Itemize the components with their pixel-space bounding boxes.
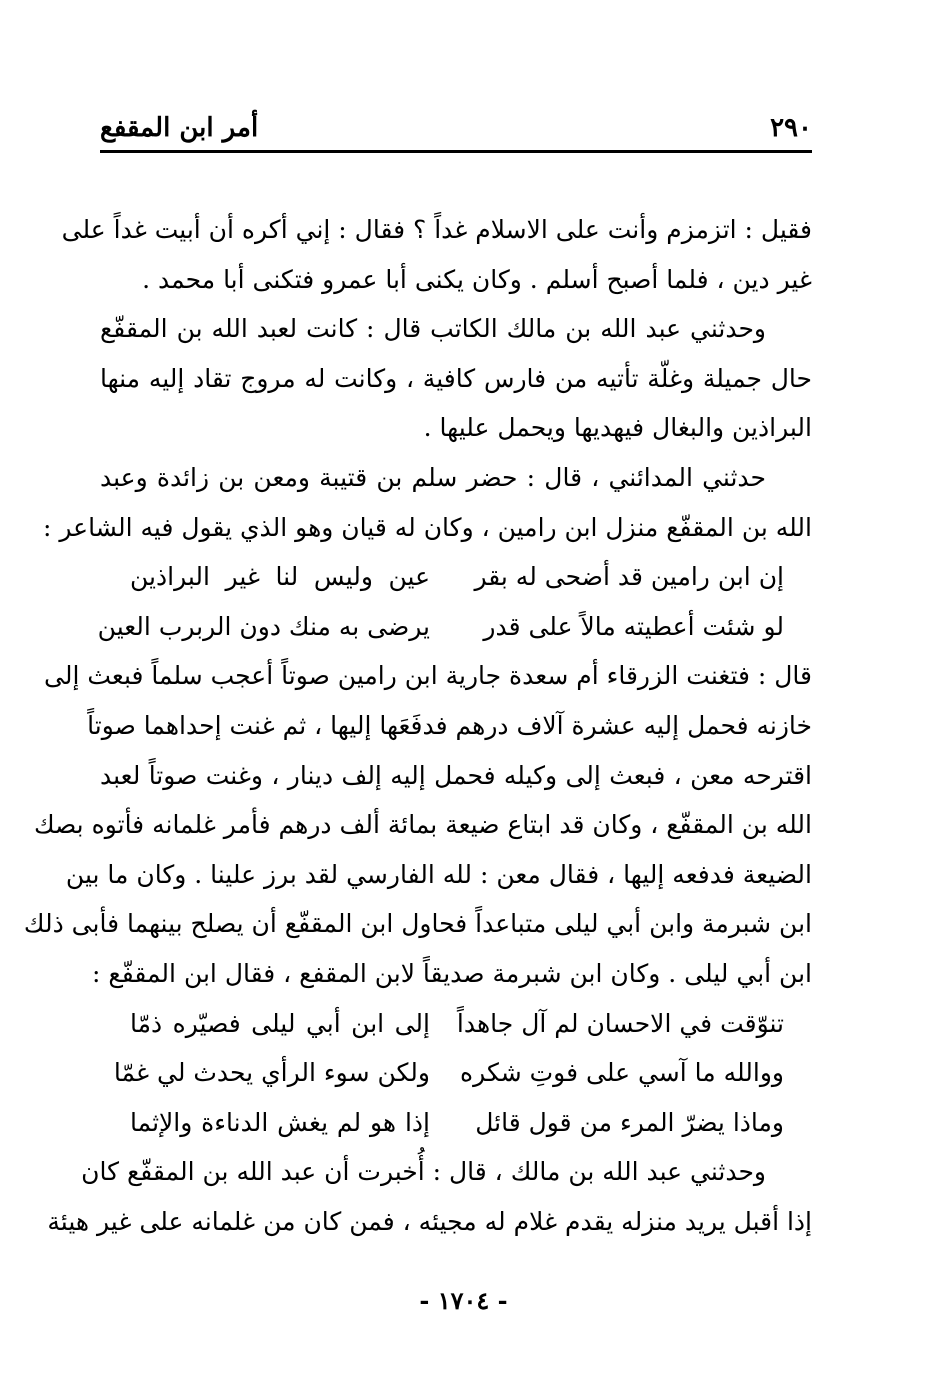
verse-first-hemistich: وماذا يضرّ المرء من قول قائل (475, 1107, 784, 1137)
text-line: البراذين والبغال فيهديها ويحمل عليها . (423, 413, 812, 443)
running-title: أمر ابن المقفع (100, 113, 259, 143)
text-line: قال : فتغنت الزرقاء أم سعدة جارية ابن رامين صوتاً أعجب سلماً فبعث إلى (43, 661, 812, 691)
text-line: فقيل : اتزمزم وأنت على الاسلام غداً ؟ فقال : إني أكره أن أبيت غداً على (61, 215, 812, 244)
verse-first-hemistich: ووالله ما آسي على فوتِ شكره (460, 1058, 784, 1088)
page-number: ٢٩٠ (770, 113, 812, 143)
text-line: خازنه فحمل إليه عشرة آلاف درهم فدفَعَها إليها ، ثم غنت إحداهما صوتاً (87, 710, 812, 740)
verse-second-hemistich: إلى ابن أبي ليلى فصيّره ذمّا (130, 1008, 430, 1038)
verse-first-hemistich: تنوّقت في الاحسان لم آل جاهداً (456, 1008, 784, 1038)
text-line: إذا أقبل يريد منزله يقدم غلام له مجيئه ، فمن كان من غلمانه على غير هيئة (47, 1206, 812, 1236)
body-text (23, 205, 812, 1246)
verse-first-hemistich: لو شئت أعطيته مالاً على قدر (483, 611, 784, 641)
verse-line (100, 999, 812, 1049)
verse-second-hemistich: عين وليس لنا غير البراذين (130, 562, 430, 592)
text-line: اقترحه معن ، فبعث إلى وكيله فحمل إليه إلف دينار ، وغنت صوتاً لعبد (100, 760, 812, 790)
header-rule (100, 150, 812, 153)
verse-line (100, 552, 812, 602)
verse-line (97, 602, 812, 652)
verse-second-hemistich: ولكن سوء الرأي يحدث لي غمّا (113, 1058, 430, 1088)
text-line: الضيعة فدفعه إليها ، فقال معن : لله الفارسي لقد برز علينا . وكان ما بين (65, 859, 812, 889)
text-line: حدثني المدائني ، قال : حضر سلم بن قتيبة ومعن بن زائدة وعبد (100, 462, 766, 492)
verse-second-hemistich: إذا هو لم يغش الدناءة والإثما (130, 1107, 430, 1137)
verse-line (100, 1048, 812, 1098)
text-line: ابن أبي ليلى . وكان ابن شبرمة صديقاً لابن المقفع ، فقال ابن المقفّع : (92, 958, 812, 988)
page-footer-marker: - ١٧٠٤ - (419, 1286, 508, 1315)
text-line: ابن شبرمة وابن أبي ليلى متباعداً فحاول ابن المقفّع أن يصلح بينهما فأبى ذلك (23, 909, 812, 939)
text-line: وحدثني عبد الله بن مالك ، قال : أُخبرت أن عبد الله بن المقفّع كان (81, 1157, 766, 1187)
text-line: غير دين ، فلما أصبح أسلم . وكان يكنى أبا عمرو فتكنى أبا محمد . (142, 264, 812, 294)
text-line: حال جميلة وغلّة تأتيه من فارس كافية ، وكانت له مروج تقاد إليه منها (100, 363, 812, 393)
verse-line (100, 1098, 812, 1148)
page-header (100, 108, 812, 148)
verse-second-hemistich: يرضى به منك دون الربرب العين (97, 611, 430, 641)
verse-first-hemistich: إن ابن رامين قد أضحى له بقر (474, 562, 784, 592)
text-line: وحدثني عبد الله بن مالك الكاتب قال : كانت لعبد الله بن المقفّع (100, 314, 766, 344)
text-line: الله بن المقفّع منزل ابن رامين ، وكان له قيان وهو الذي يقول فيه الشاعر : (43, 512, 812, 542)
text-line: الله بن المقفّع ، وكان قد ابتاع ضيعة بمائة ألف درهم فأمر غلمانه فأتوه بصك (33, 810, 812, 840)
